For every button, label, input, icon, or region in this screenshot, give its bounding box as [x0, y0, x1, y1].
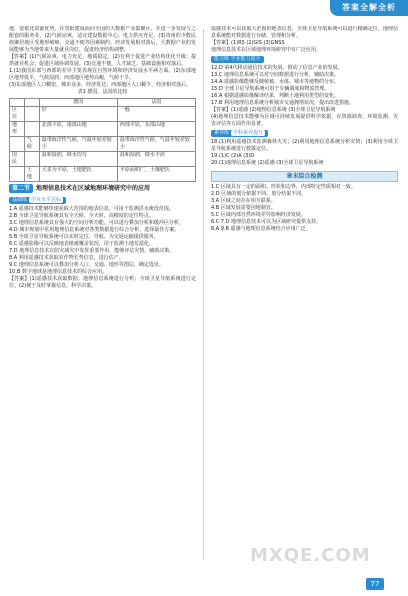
table-row — [10, 167, 196, 182]
page-footer — [338, 574, 408, 596]
badge-label: 素养练 — [214, 130, 230, 136]
answer-item: 16.A 根据遥感影像解译结果，判断土地利用类型的变化。 — [211, 93, 339, 99]
table-cell: 平原面积广，土壤肥沃 — [117, 167, 195, 182]
section-title — [9, 184, 196, 193]
answer-item: 5.C 区域内部自然环境差异影响经济发展。 — [211, 212, 306, 218]
practice-badge — [9, 197, 66, 204]
column-divider — [203, 30, 204, 560]
table-cell: 好 — [39, 107, 117, 122]
table-cell: 西部平原，东部山地 — [117, 122, 195, 137]
answer-item: 5.B 全球卫星导航系统可以实时定位、导航，为交通运输提供服务。 — [9, 234, 159, 240]
table-row — [10, 152, 196, 167]
answer-item: 20.(1)地理信息系统 (2)遥感 (3)全球卫星导航系统 — [211, 160, 324, 166]
table-cell: 大多为平原，土地肥沃 — [39, 167, 117, 182]
answer-item: 1.A 遥感技术能够快速获取大范围的地表信息，可用于监测洪水淹没范围。 — [9, 206, 174, 212]
table-cell: 气候 — [24, 137, 39, 152]
table-caption: 表1 德国、法国的比较 — [77, 89, 128, 95]
answer-item: 14.A 遥感影像能够反映植被、水体、城市等地物的分布。 — [211, 79, 339, 85]
table-cell: 区位 — [10, 107, 25, 122]
left-intro: 地，要依托资源优势，在贵阳建成面向全国的大数据产业集聚区，并进一步发展与之配套的服务业。(2)气候凉爽，适宜建设数据中心；电力供应充足。(3)贵州的少数民族聚居地区受地形崎岖、交通不便等因素制约，经济发展相对落后。大数据产业的发展能够为当地带来大量就业岗位，促进经济结构调整。 — [9, 26, 196, 53]
answer-item: 10.B 数字地球是地理信息技术的综合应用。 — [9, 269, 107, 275]
table-cell — [24, 107, 39, 122]
table-header — [24, 99, 39, 107]
table-row — [10, 137, 196, 152]
section-title-text: 地理信息技术在区域地理环境研究中的应用 — [36, 185, 151, 192]
left-question-2: 1.(1)我国东部与西部的差异主要表现在自然环境和经济发展水平两方面。(2)东部地区地势低平，气候湿润；西部地区地势高峻，气候干旱。 — [9, 68, 196, 81]
table-header — [10, 99, 25, 107]
table-cell — [10, 167, 25, 182]
table-cell — [24, 122, 39, 137]
watermark: MXQE.COM — [250, 545, 371, 566]
answer-item: 15.D 全球卫星导航系统可用于车辆调度和物流管理。 — [211, 86, 330, 92]
left-answer-2: 【答案】(1)遥感技术获取数据；地理信息系统进行分析；全球卫星导航系统进行定位。(2)便于及时掌握信息，科学决策。 — [9, 276, 196, 289]
page-number: 77 — [366, 578, 384, 590]
answer-item: 19.(1)C (2)A (3)D — [211, 153, 255, 159]
answer-item: 4.D 城市规划中常用地理信息系统对各类数据进行综合分析，选择最佳方案。 — [9, 227, 180, 233]
left-question-2b: (3)东部地区人口稠密，城市众多，经济发达；西部地区人口稀少，经济相对落后。 — [9, 82, 192, 88]
table-cell: 温和湿润，降水丰沛 — [117, 152, 195, 167]
answer-item: 8.A 9.B 遥感与地理信息系统结合应用广泛。 — [211, 226, 311, 232]
chapter-test-banner: 章末综合检测 — [211, 171, 398, 182]
comparison-table — [9, 98, 196, 182]
answer-item: 3.C 地理信息系统具有强大的空间分析功能，可以进行叠加分析和缓冲区分析。 — [9, 220, 184, 226]
table-cell — [24, 152, 39, 167]
left-answer-1: 【答案】(1)气候凉爽，电力充足，地质稳定。(2)有利于促进产业结构优化升级；提供就业机会；促进区域协调发展。(3)交通不便，人才缺乏，基础设施相对落后。 — [9, 54, 196, 67]
table-cell: 地形 — [10, 122, 25, 137]
answer-item: 6.C 7.D 地理信息技术可以为区域研究提供支持。 — [211, 219, 322, 225]
table-header: 法国 — [117, 99, 195, 107]
page-header — [0, 0, 408, 18]
table-cell: 温带海洋性气候，气温年较差较小 — [39, 137, 117, 152]
answer-item: 2.B 全球卫星导航系统具有全天候、全天时、高精度的定位特点。 — [9, 213, 154, 219]
right-answer-1: 【答案】(1)RS (2)GIS (3)GNSS — [211, 40, 285, 46]
answer-item: 4.B 区域发展需要因地制宜。 — [211, 205, 276, 211]
badge-sublabel: 学业水平达标 — [31, 197, 62, 203]
badge-label: 基础练 — [12, 197, 28, 203]
answer-item: 17.B 利用地理信息系统分析城市交通拥堵状况，提出改进措施。 — [211, 100, 354, 106]
answer-item: 3.A 区域之间存在相互联系。 — [211, 198, 276, 204]
table-cell — [10, 137, 25, 152]
answer-item: 2.D 区域的划分依据不同，划分结果不同。 — [211, 191, 307, 197]
right-column — [211, 26, 398, 566]
table-cell: 温和湿润，降水均匀 — [39, 152, 117, 167]
answer-item: 6.C 遥感影像可以反映地表植被覆盖状况，用于监测土地荒漠化。 — [9, 241, 154, 247]
right-answer-2: 【答案】(1)遥感 (2)地理信息系统 (3)全球卫星导航系统 — [211, 107, 336, 113]
table-cell: 土地 — [24, 167, 39, 182]
table-header-row — [10, 99, 196, 107]
answer-item: 7.D 地理信息技术在防灾减灾中发挥重要作用，能够评估灾情，辅助决策。 — [9, 248, 175, 254]
literacy-badge — [211, 130, 268, 137]
table-row — [10, 107, 196, 122]
answer-item: 9.C 地理信息系统可以叠加分析人口、交通、地形等图层，确定选址。 — [9, 262, 164, 268]
answer-item: 18.(1)利用遥感技术监测森林火灾；(2)利用地理信息系统分析灾情；(3)利用全球卫星导航系统进行救援定位。 — [211, 139, 398, 152]
right-answer-2b: (4)地理信息技术能够为区域可持续发展提供科学依据，在资源调查、环境监测、灾害评估等方面作用显著。 — [211, 114, 398, 127]
table-header: 德国 — [39, 99, 117, 107]
table-cell: 北部平原，南部山地 — [39, 122, 117, 137]
table-row — [10, 122, 196, 137]
answer-item: 12.D 第4代移动通信技术的发展，推动了信息产业的发展。 — [211, 65, 343, 71]
right-answer-1b: 地理信息技术在区域地理环境研究中有广泛应用。 — [211, 47, 322, 53]
section-number: 第二节 — [9, 184, 33, 193]
table-cell: 国民 — [10, 152, 25, 167]
badge-sublabel: 学科素养提升 — [233, 130, 264, 136]
answer-item: 1.C 区域具有一定的面积、形状和边界，内部特定性质相对一致。 — [211, 184, 356, 190]
right-intro: 遥感技术可以获取大范围的地表信息，全球卫星导航系统可以进行精确定位，地理信息系统能对数据进行存储、管理和分析。 — [211, 26, 398, 39]
answer-item: 8.A 利用遥感技术获取农作物长势信息，进行估产。 — [9, 255, 124, 261]
table-cell: 一般 — [117, 107, 195, 122]
ability-banner: 能力练 学业能力提升 — [211, 56, 264, 63]
table-cell: 温带海洋性气候，气温年较差较小 — [117, 137, 195, 152]
answer-item: 13.C 地理信息系统可以对空间数据进行分析，辅助决策。 — [211, 72, 340, 78]
left-column — [9, 26, 196, 566]
header-tab: 答案全解全析 — [330, 0, 408, 16]
